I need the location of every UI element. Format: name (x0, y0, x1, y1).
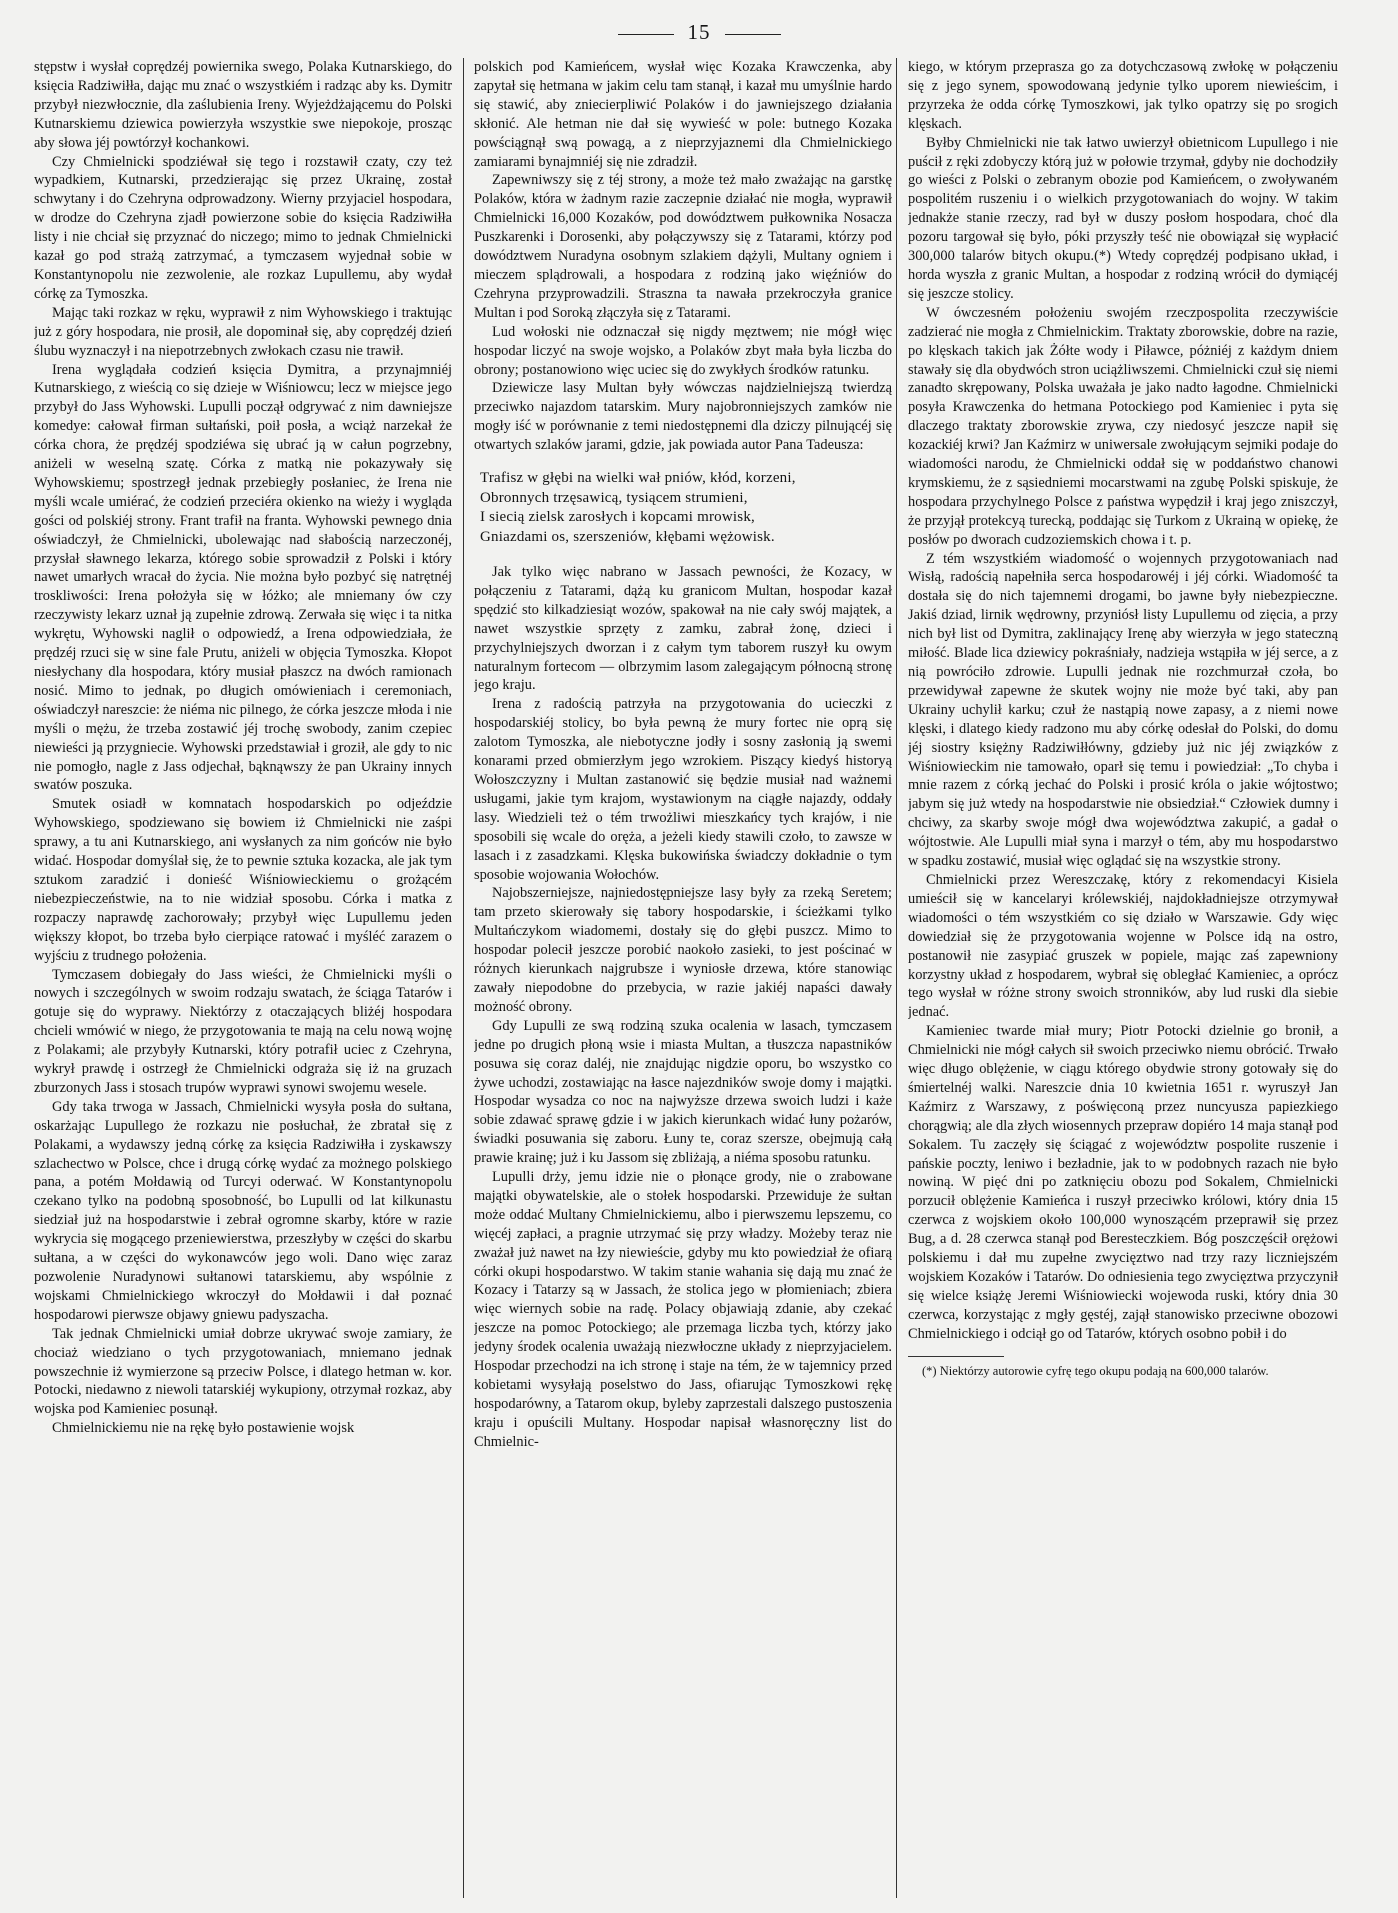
page-number-rule-left (618, 34, 674, 35)
paragraph: kiego, w którym przeprasza go za dotychczasową zwłokę w połączeniu się z jego synem, spowodowaną jedynie tylko uporem niewieścim, i przyrzeka że odda córkę Tymoszkowi, jak tylko opatrzy się po srogich klęskach. (908, 59, 1338, 132)
paragraph: Z tém wszystkiém wiadomość o wojennych przygotowaniach nad Wisłą, radością napełniła serca hospodarowéj i jéj córki. Wiadomość ta dostała się do nich tajemnemi drogami, bo jawne były niebezpieczne. Jakiś dziad, lirnik wędrowny, przyniósł listy Lupullemu od zięcia, a przy nich był list od Dymitra, zaklinający Irenę aby wierzyła w jego stateczną miłość. Blade lica dziewicy pokraśniały, nadzieja wstąpiła w jéj serce, a z nią powróciło zdrowie. Lupulli jednak nie rozchmurzał czoła, bo przewidywał zapewne że skutek wojny nie może być taki, aby pan Ukrainy uchylił karku; czuł że nastąpią nowe zapasy, a z niemi nowe klęski, i dlatego kiedy radzono mu aby córkę odesłał do Polski, do domu jéj siostry księżny Radziwiłłówny, gdzieby już nic jéj związków z Wiśniowieckim nie tamowało, oparł się temu i powiedział: „To chyba i mnie razem z córką jechać do Polski i prosić króla o jakie wójtostwo; jabym się już wtedy na hospodarstwie nie obsiedział.“ Człowiek dumny i chciwy, za skarby swoje mógł dwa województwa zakupić, a gadał o wójtostwie. Ale Lupulli miał syna i marzył o tém, aby mu hospodarstwo w spadku zostawić, musiał więc oglądać się na wszystkie strony. (908, 550, 1338, 870)
paragraph: Mając taki rozkaz w ręku, wyprawił z nim Wyhowskiego i traktując już z góry hospodara, nie prosił, ale dopominał się, aby coprędzéj dzień ślubu wyznaczył i na niepotrzebnych zwłokach czasu nie trawił. (34, 304, 452, 359)
paragraph: Lupulli drży, jemu idzie nie o płonące grody, nie o zrabowane majątki obywatelskie, ale o stołek hospodarski. Przewiduje że sułtan może oddać Multany Chmielnickiemu, albo i pierwszemu lepszemu, co więcéj zapłaci, a pragnie utrzymać się przy władzy. Możeby teraz nie zważał już nawet na łzy niewieście, gdyby mu kto powiedział że ofiarą córki okupi hospodarstwo. W takim stanie wahania się dają mu znać że Kozacy i Tatarzy są w Jassach, że stolica jego w płomieniach; zbiera więc wiernych sobie na radę. Polacy objawiają zdanie, aby czekać jeszcze na pomoc Potockiego; ale przemaga liczba tych, którzy jako jedyny środek ocalenia uważają niezwłoczne układy z nieprzyjacielem. Hospodar przechodzi na ich stronę i staje na tém, że w tajemnicy przed kobietami wysyłają poselstwo do Jass, ofiarując Tymoszkowi rękę hospodarówny, a Tatarom okup, byleby zaprzestali dalszego pustoszenia kraju i opuścili Multany. Hospodar napisał własnoręczny list do Chmielnic- (474, 1169, 892, 1450)
page-number-text: 15 (687, 20, 711, 44)
paragraph: Chmielnickiemu nie na rękę było postawienie wojsk (52, 1420, 355, 1437)
page-number-rule-right (725, 34, 781, 35)
paragraph: Gdy Lupulli ze swą rodziną szuka ocalenia w lasach, tymczasem jedne po drugich płoną wsie i miasta Multan, a tłuszcza napastników posuwa się coraz daléj, nie znajdując nigdzie oporu, bo wszystko co żywe uchodzi, zostawiając na łasce najezdników swoje domy i majątki. Hospodar wysadza co noc na najwyższe drzewa swoich ludzi i każe sobie zdawać sprawę gdzie i w jakich kierunkach widać łuny pożarów, świadki posuwania się zaboru. Łuny te, coraz szersze, obejmują całą prawie krainę; już i ku Jassom się zbliżają, a niéma sposobu ratunku. (474, 1017, 892, 1167)
verse-line: Gniazdami os, szerszeniów, kłębami wężowisk. (480, 528, 775, 545)
verse-line: Obronnych trzęsawicą, tysiącem strumieni, (480, 489, 748, 506)
paragraph: Zapewniwszy się z téj strony, a może też mało zważając na garstkę Polaków, która w żadnym razie zaczepnie działać nie mogła, wyprawił Chmielnicki 16,000 Kozaków, pod dowództwem pułkownika Nosacza Puszkarenki i Dorosenki, aby połączywszy się z Tatarami, którzy pod dowództwem Nuradyna osobnym szlakiem dążyli, Multany ogniem i mieczem splądrowali, a hospodara z rodziną jako więźniów do Czehryna przyprowadzili. Straszna ta nawała przekroczyła granice Multan i pod Soroką złączyła się z Tatarami. (474, 172, 892, 321)
paragraph: Gdy taka trwoga w Jassach, Chmielnicki wysyła posła do sułtana, oskarżając Lupullego że rozkazu nie posłuchał, że zbratał się z Polakami, a wydawszy jedną córkę za księcia Radziwiłła i zyskawszy szlachectwo w Polsce, chce i drugą córkę wydać za możnego polskiego pana, a potém Mołdawią od Turcyi oderwać. W Konstantynopolu czekano tylko na podobną sposobność, bo Lupulli od lat kilkunastu siedział już na hospodarstwie i zebrał ogromne skarby, które w razie wykrycia się mogącego przeniewierstwa, przeszłyby w części do skarbu sułtana, a w części do wykonawców jego woli. Dano więc zaraz pozwolenie Nuradynowi sułtanowi tatarskiemu, aby wspólnie z wojskami Chmielnickiego wkroczył do Mołdawii i dał poznać hospodarowi pierwsze objawy gniewu padyszacha. (34, 1098, 452, 1323)
paragraph: Smutek osiadł w komnatach hospodarskich po odjeździe Wyhowskiego, spodziewano się bowiem iż Chmielnicki nie zaśpi sprawy, a tu ani Kutnarskiego, ani wysłanych za nim gońców nie było widać. Hospodar domyślał się, że to pewnie sztuka kozacka, ale jak tym sztukom zaradzić i donieść Wiśniowieckiemu o grożącém niebezpieczeństwie, na to nie widział sposobu. Córka i matka z rozpaczy naprawdę zachorowały; przybył więc Lupullemu jeden większy kłopot, bo trzeba było cierpiące ratować i myśléć zarazem o wyjściu z trudnego położenia. (34, 796, 452, 964)
verse-line: Trafisz w głębi na wielki wał pniów, kłód, korzeni, (480, 470, 796, 487)
paragraph: Dziewicze lasy Multan były wówczas najdzielniejszą twierdzą przeciwko najazdom tatarskim. Mury najobronniejszych zamków nie mogły iść w porównanie z temi niedostępnemi dla dziczy pilnującéj się otwartych szlaków jarami, gdzie, jak powiada autor Pana Tadeusza: (474, 380, 892, 454)
paragraph: stępstw i wysłał coprędzéj powiernika swego, Polaka Kutnarskiego, do księcia Radziwiłła, dając mu znać o wszystkiém i radząc aby ks. Dymitr przybył niezwłocznie, dla zaślubienia Ireny. Wyjeżdżającemu do Polski Kutnarskiemu dziewica powierzyła wszystkie swe niepokoje, prosząc aby słowa jéj powtórzył kochankowi. (34, 59, 452, 151)
paragraph: Kamieniec twarde miał mury; Piotr Potocki dzielnie go bronił, a Chmielnicki nie mógł całych sił swoich przeciwko niemu obrócić. Trwało więc długo oblężenie, w ciągu którego obydwie strony gotowały się do śmiertelnéj walki. Nareszcie dnia 10 kwietnia 1651 r. wyruszył Jan Kaźmirz z Warszawy, z poświęconą przez nuncyusza papiezkiego chorągwią; ale dla złych wiosennych przepraw dopiéro 14 maja stanął pod Sokalem. Tu zaczęły się ściągać z województw pospolite ruszenie i pańskie poczty, leniwo i bezładnie, jak to w podobnych razach nie było nowiną. W pięć dni po zatknięciu obozu pod Sokalem, Chmielnicki porzucił oblężenie Kamieńca i ruszył przeciwko królowi, który dnia 15 czerwca z wojskiem około 100,000 wynoszącém przeprawił się przez Bug, a d. 28 czerwca stanął pod Beresteczkiem. Bóg poszczęścił orężowi polskiemu i dał mu zupełne zwycięztwo nad trzy razy liczniejszém wojskiem Kozaków i Tatarów. Do odniesienia tego zwycięztwa przyczynił się wielce książę Jeremi Wiśniowiecki wojewoda ruski, który dnia 30 czerwca, korzystając z mgły gęstéj, zajął stanowisko przeciwne obozowi Chmielnickiego i odciął go od Tatarów, których osobno pobił i do (908, 1023, 1338, 1342)
paragraph: Irena wyglądała codzień księcia Dymitra, a przynajmniéj Kutnarskiego, z wieścią co się dzieje w Wiśniowcu; lecz w miejsce jego przybył do Jass Wyhowski. Lupulli począł odgrywać z nim dawniejsze komedye: całował firman sułtański, poił posła, a wciąż narzekał że córka chora, że prędzéj spodziéwa się ubrać ją w całun pogrzebny, aniżeli w weselną szatę. Córka z matką nie pokazywały się Wyhowskiemu; spostrzegł jednak przebiegły posłaniec, że Irena nie myśli wcale umiérać, że codzień przeciéra okienko na wieży i wygląda gości od polskiéj strony. Frant trafił na franta. Wyhowski pewnego dnia oświadczył, że Chmielnicki, ubolewając nad słabością narzeczonéj, przysłał sławnego lekarza, którego sobie sprowadził z Polski i który nawet umarłych wracał do życia. Nie można było pozbyć się natrętnéj troskliwości: Irena położyła się w łóżko; ale mniemany ów czy rzeczywisty lekarz uznał ją zupełnie zdrową. Zerwała się więc i ta nitka wykrętu, Wyhowski naglił o odpowiedź, a Irena odpowiedziała, że prędzéj rzuci się w sine fale Prutu, aniżeli w objęcia Tymoszka. Kłopot niesłychany dla hospodara, który musiał płaszcz na dwóch ramionach nosić. Mimo to jednak, po długich omówieniach i ceremoniach, oświadczył nareszcie: że niéma nic pilnego, że córka jeszcze młoda i nie myśli o mężu, że trzeba zostawić jéj trochę swobody, zanim czepiec niewieści ją przygniecie. Wyhowski przedstawiał i groził, ale gdy to nic nie pomogło, nagle z Jass odjechał, bąknąwszy że pan Ukrainy innych swatów poszuka. (34, 361, 452, 794)
paragraph: Jak tylko więc nabrano w Jassach pewności, że Kozacy, w połączeniu z Tatarami, dążą ku granicom Multan, hospodar kazał spędzić sto kilkadziesiąt wozów, spakował na nie cały swój majątek, a nawet wszystkie sprzęty z zamku, zabrał żonę, dzieci i przychylniejszych dworzan i z całym tym taborem ruszył ku owym naturalnym fortecom — olbrzymim lasom zalegającym północną stronę jego kraju. (474, 564, 892, 694)
footnote-rule (908, 1356, 1004, 1357)
page-number (0, 20, 1398, 45)
paragraph: Irena z radością patrzyła na przygotowania do ucieczki z hospodarskiéj stolicy, bo była pewną że mury fortec nie oprą się zalotom Tymoszka, ale niebotyczne jodły i sosny zasłonią ją swemi konarami przed obmierzłym jego wzrokiem. Piszący kiedyś historyą Wołoszczyzny i Multan zastanowić się będzie musiał nad ważnemi usługami, jakie tym krajom, wystawionym na ciągłe najazdy, oddały lasy. Wiedzieli też o tém trwożliwi mieszkańcy tych krajów, i nie sposobili się wcale do oręża, a jeżeli kiedy stawili czoło, to zawsze w lasach i z zasadzkami. Klęska bukowińska świadczy dokładnie o tym sposobie wojowania Wołochów. (474, 696, 892, 883)
footnote: (*) Niektórzy autorowie cyfrę tego okupu podają na 600,000 talarów. (922, 1363, 1269, 1378)
verse-quotation (474, 469, 892, 547)
paragraph: Najobszerniejsze, najniedostępniejsze lasy były za rzeką Seretem; tam przeto skierowały się tabory hospodarskie, i ścieżkami tylko Multańczykom wiadomemi, dostały się do głębi puszcz. Mimo to hospodar polecił jeszcze porobić naokoło zasieki, to jest pościnać w różnych kierunkach najgrubsze i wyniosłe drzewa, które stanowiąc zawały niepodobne do przebycia, w razie jakiéj napaści dawały możność obrony. (474, 885, 892, 1015)
paragraph: Chmielnicki przez Wereszczakę, który z rekomendacyi Kisiela umieścił się w kancelaryi królewskiéj, najdokładniejsze otrzymywał wiadomości o tém wszystkiém co się działo w Warszawie. Gdy więc dowiedział się że przygotowania wojenne w Polsce idą na ostro, postanowił nie zasypiać gruszek w popiele, mając zaś zapewniony korzystny układ z hospodarem, wybrał się obległać Kamieniec, a oprócz tego wysłał w różne strony swoich stronników, aby lud ruski dla siebie jednać. (908, 871, 1338, 1021)
verse-line: I siecią zielsk zarosłych i kopcami mrowisk, (480, 509, 755, 526)
text-column-1 (34, 58, 452, 1900)
paragraph: polskich pod Kamieńcem, wysłał więc Kozaka Krawczenka, aby zapytał się hetmana w jakim celu tam stanął, i kazał mu umyślnie hardo się stawić, aby zniecierpliwić Polaków i do jawniejszego działania skłonić. Ale hetman nie dał się wywieść w pole: butnego Kozaka powściągnął swą powagą, a z nieprzyjaznemi dla Chmielnickiego zamiarami bynajmniéj się nie zdradził. (474, 59, 892, 170)
paragraph: Lud wołoski nie odznaczał się nigdy męztwem; nie mógł więc hospodar liczyć na swoje wojsko, a Polaków zbyt mała była liczba do obrony; postanowiono więc uciec się do zwykłych środków ratunku. (474, 323, 892, 378)
paragraph: Tak jednak Chmielnicki umiał dobrze ukrywać swoje zamiary, że chociaż wiedziano o tych przygotowaniach, mniemano jednak powszechnie iż wymierzone są przeciw Polsce, i dlatego hetman w. kor. Potocki, niedawno z niewoli tatarskiéj wykupiony, otrzymał rozkaz, aby wojska pod Kamieniec posunął. (34, 1325, 452, 1418)
paragraph: Byłby Chmielnicki nie tak łatwo uwierzył obietnicom Lupullego i nie puścił z ręki zdobyczy którą już w połowie trzymał, gdyby nie dochodziły go wieści z Polski o zebranym obozie pod Kamieńcem, o zwoływaném pospolitém ruszeniu i o wielkich przygotowaniach do wojny. W takim jednakże stanie rzeczy, rad był w duszy posłom hospodara, choć dla pozoru targował się było, póki przyszły teść nie obowiązał się wypłacić 300,000 talarów bitych okupu.(*) Wtedy coprędzéj podpisano układ, i horda wyszła z granic Multan, a hospodar z rodziną wrócił do dymiącéj się jeszcze stolicy. (908, 134, 1338, 302)
paragraph: Czy Chmielnicki spodziéwał się tego i rozstawił czaty, czy też wypadkiem, Kutnarski, przedzierając się przez Ukrainę, został schwytany i do Czehryna odprowadzony. Wierny przyjaciel hospodara, w drodze do Czehryna zjadł powierzone sobie do księcia Radziwiłła listy i nie chciał się przyznać do niczego; mimo to jednak Chmielnicki kazał go pod strażą zatrzymać, a tymczasem wyjednał sobie w Konstantynopolu nie zezwolenie, ale rozkaz Lupullemu, aby wydał córkę za Tymoszka. (34, 153, 452, 302)
column-divider (463, 58, 464, 1898)
column-divider (896, 58, 897, 1898)
text-column-2 (474, 58, 892, 1900)
paragraph: W ówczesném położeniu swojém rzeczpospolita rzeczywiście zadzierać nie mogła z Chmielnickim. Traktaty zborowskie, dobre na razie, po klęskach takich jak Żółte wody i Piławce, póżniéj z każdym dniem stawały się dla obydwóch stron uciążliwszemi. Chmielnicki czuł się niemi zanadto skrępowany, Polska uważała je jako nadto łagodne. Chmielnicki posyła Krawczenka do hetmana Potockiego pod Kamieniec i pyta się dlaczego traktaty zborowskie zrywa, czy niedosyć jeszcze napił się kozackiéj krwi? Jan Kaźmirz w uniwersale zwołującym sejmiki podaje do wiadomości narodu, że Chmielnicki oddał się w poddaństwo chanowi krymskiemu, że z sąsiedniemi mocarstwami na zgubę Polski spiskuje, że hospodara przychylnego Polsce z państwa wypędził i kraj jego zniszczył, że przyjął protekcyą turecką, poddając się Turkom z Ukrainą w opiekę, że posłów po dworach cudzoziemskich chowa i t. p. (908, 304, 1338, 548)
text-column-3 (908, 58, 1338, 1900)
paragraph: Tymczasem dobiegały do Jass wieści, że Chmielnicki myśli o nowych i szczególnych w swoim rodzaju swatach, że ściąga Tatarów i gotuje się do wyprawy. Niektórzy z otaczających bliżéj hospodara chcieli wmówić w niego, że przygotowania te mają na celu nową wojnę z Polakami; ale przybyły Kutnarski, który potrafił uciec z Czehryna, wykrył prawdę i ostrzegł że Chmielnicki odgraża się iż na gruzach zburzonych Jass i stosach trupów wyprawi synowi swojemu wesele. (34, 966, 452, 1096)
